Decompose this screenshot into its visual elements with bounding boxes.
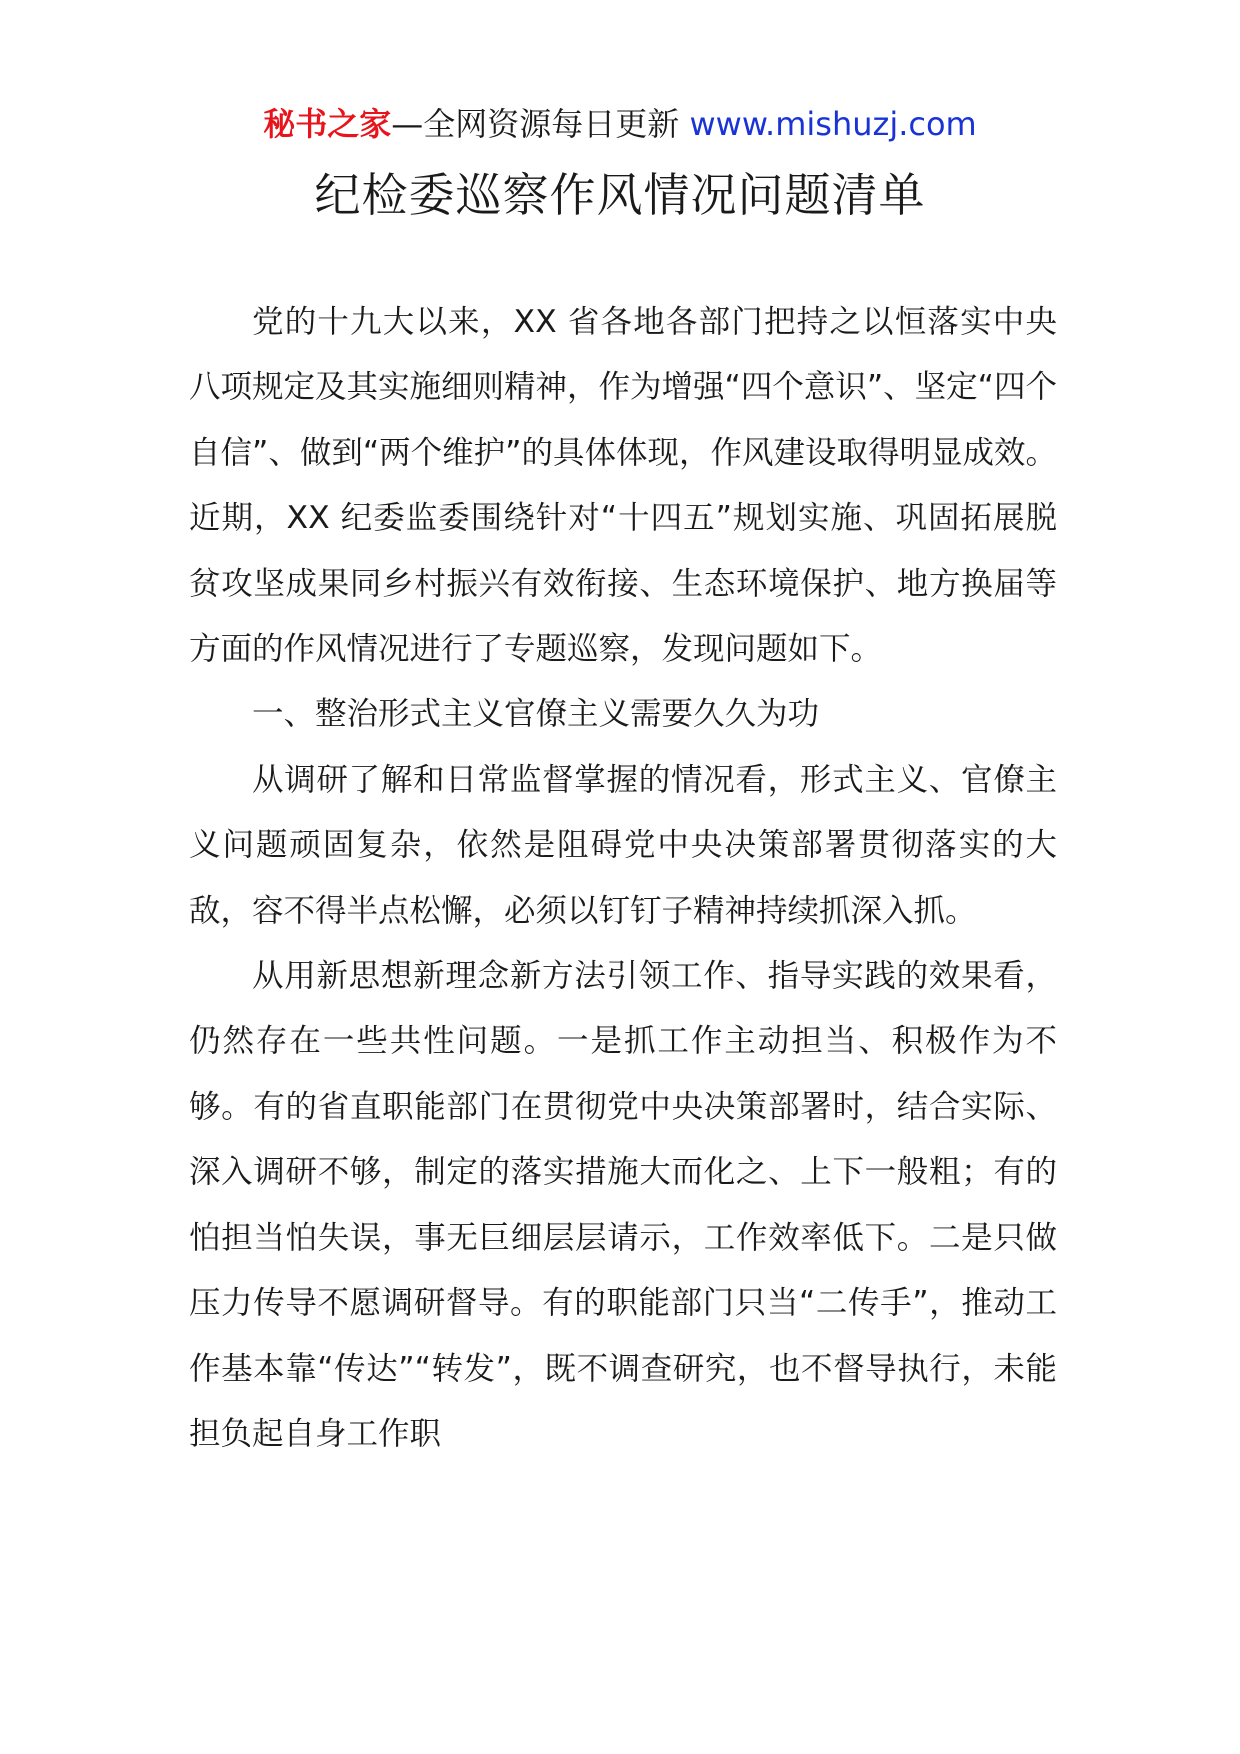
paragraph-overview: 从调研了解和日常监督掌握的情况看，形式主义、官僚主义问题顽固复杂，依然是阻碍党中央决策部署贯彻落实的大敌，容不得半点松懈，必须以钉钉子精神持续抓深入抓。 <box>189 761 1057 929</box>
section-heading: 一、整治形式主义官僚主义需要久久为功 <box>252 696 820 733</box>
brand-name: 秘书之家 <box>263 105 392 143</box>
document-body <box>189 290 1057 1467</box>
document-title: 纪检委巡察作风情况问题清单 <box>314 168 926 222</box>
header-slogan: —全网资源每日更新 <box>391 105 680 143</box>
site-header <box>0 100 1240 148</box>
site-link[interactable]: www.mishuzj.com <box>689 105 977 143</box>
paragraph-issues: 从用新思想新理念新方法引领工作、指导实践的效果看，仍然存在一些共性问题。一是抓工作主动担当、积极作为不够。有的省直职能部门在贯彻党中央决策部署时，结合实际、深入调研不够，制定的落实措施大而化之、上下一般粗；有的怕担当怕失误，事无巨细层层请示，工作效率低下。二是只做压力传导不愿调研督导。有的职能部门只当“二传手”，推动工作基本靠“传达”“转发”，既不调查研究，也不督导执行，未能担负起自身工作职 <box>189 958 1057 1452</box>
paragraph-intro: 党的十九大以来，XX 省各地各部门把持之以恒落实中央八项规定及其实施细则精神，作为增强“四个意识”、坚定“四个自信”、做到“两个维护”的具体体现，作风建设取得明显成效。近期，XX 纪委监委围绕针对“十四五”规划实施、巩固拓展脱贫攻坚成果同乡村振兴有效衔接、生态环境保护、地方换届等方面的作风情况进行了专题巡察，发现问题如下。 <box>189 304 1057 668</box>
